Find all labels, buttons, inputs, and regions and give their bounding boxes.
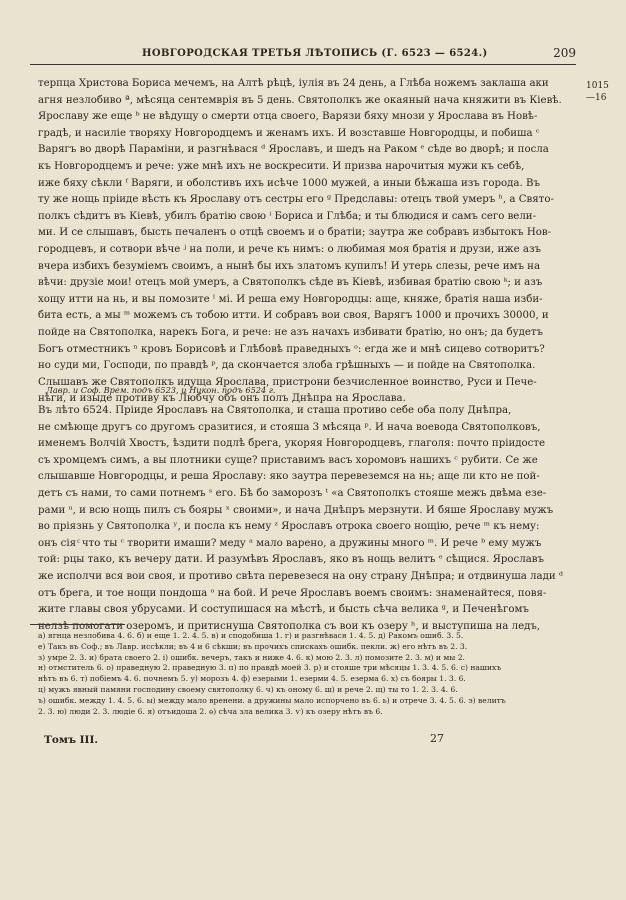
text-line: городцевъ, и сотвори вѣче ʲ на поли, и рече къ нимъ: о любимая моя братія и друзи, иже азъ (38, 243, 541, 255)
text-line: но суди ми, Господи, по правдѣ ᵖ, да скончается злоба грѣшныхъ — и пойде на Святополка. (38, 360, 536, 372)
text-line: слышавше Новгородцы, и реша Ярославу: яко заутра перевеземся на нь; аще ли кто не пой- (38, 471, 540, 483)
text-line: вѣчи: друзіе мои! отецъ мой умеръ, а Святополкъ сѣде въ Кіевѣ, избивая братію свою ᵏ; и азъ (38, 277, 543, 289)
text-line: онъ сія ͨ что ты ᶜ творити имаши? меду ᵃ мало варено, а дружины много ᵐ. И рече ᵇ ему мужъ (38, 537, 542, 549)
footnote-line: е) Такъ въ Соф.; въ Лавр. иссѣкли; въ 4 и 6 сѣкши; въ прочихъ спискахъ ошибк. пекли. ж) его нѣтъ въ 2. 3. (38, 641, 468, 651)
margin-ref-line: —16 (586, 93, 607, 103)
volume-signature: Томъ III. (44, 734, 99, 746)
text-line: вчера избихъ безуміемъ своимъ, а нынѣ бы ихъ златомъ купилъ! И утерь слезы, рече имъ на (38, 260, 541, 272)
footnote-line: з) умре 2. 3. и) брата своего 2. і) ошибк. вечеръ, такъ и ниже 4. 6. к) мою 2. 3. л) помозите 2. 3. м) и мы 2. (38, 652, 465, 662)
text-line: Варягъ во дворѣ Параміни, и разгнѣвася ᵈ Ярославъ, и шедъ на Раком ᵉ сѣде во дворѣ; и посла (38, 144, 549, 156)
text-line: детъ съ нами, то сами потнемъ ˢ его. Бѣ бо заморозъ ᵗ «а Святополкъ стояше межъ двѣма езе- (38, 487, 547, 499)
text-line: именемъ Волчій Хвостъ, ѣздити подлѣ брега, укоряя Новгородцевъ, глаголя: почто пріидосте (38, 438, 546, 450)
text-line: пойде на Святополка, нарекъ Бога, и рече: не азъ начахъ избивати братію, но онъ; да будетъ (38, 326, 544, 338)
margin-year-reference (586, 80, 622, 104)
footnote-line: 2. 3. ю) люди 2. 3. людіе 6. я) отъидоша 2. ѳ) сѣча зла велика 3. ѵ) къ озеру нѣтъ въ 6. (38, 706, 383, 716)
text-line: къ Новгородцемъ и рече: уже мнѣ ихъ не воскресити. И призва нарочитыя мужи къ себѣ, (38, 160, 525, 172)
text-line: Богъ отместникъ ⁿ кровъ Борисовѣ и Глѣбовѣ праведныхъ ᵒ: егда же и мнѣ сицево сотворитъ? (38, 343, 545, 355)
text-line: Слышавъ же Святополкъ идуща Ярослава, пристрони безчисленное воинство, Руси и Пече- (38, 376, 537, 388)
paragraph-2 (38, 403, 574, 635)
footnote-line: нѣтъ въ 6. т) побіемъ 4. 6. почнемъ 5. у) морозъ 4. ф) езерыми 1. езерми 4. 5. езерма 6. х) съ бояры 1. 3. 6. (38, 674, 466, 684)
running-title: НОВГОРОДСКАЯ ТРЕТЬЯ ЛѢТОПИСЬ (Г. 6523 — 6524.) (142, 48, 488, 59)
text-line: градѣ, и насиліе творяху Новгородцемъ и женамъ ихъ. И возставше Новгородцы, и побиша ᶜ (38, 127, 540, 139)
footnote-line: н) отмститель 6. о) праведную 2. праведную 3. п) по правдѣ моей 3. р) и стояше три мѣсяцы 1. 3. 4. 5. 6. с) нашихъ (38, 663, 502, 673)
text-line: рами ᵘ, и всю нощь пилъ съ бояры ˣ своими», и нача Днѣпръ мерзнути. И бяше Ярославу мужъ (38, 504, 554, 516)
text-line: полкъ сѣдитъ въ Кіевѣ, убилъ братію свою ⁱ Бориса и Глѣба; и ты блюдися и самъ сего вели- (38, 210, 537, 222)
page-number: 209 (553, 46, 576, 60)
text-line: Ярославу же еще ᵇ не вѣдущу о смерти отца своего, Варязи бяху мнози у Ярослава въ Новѣ- (38, 111, 538, 123)
text-line: съ хромцемъ симъ, а вы плотники суще? приставимъ васъ хоромовъ нашихъ ᶜ рубити. Се же (38, 454, 538, 466)
text-line: жите главы своя убрусами. И соступишася на мѣстѣ, и бысть сѣча велика ᵍ, и Печенѣгомъ (38, 604, 529, 616)
text-line: той: рцы тако, къ вечеру дати. И разумѣвъ Ярославъ, яко въ нощь велитъ ᵉ сѣщися. Ярославъ (38, 554, 545, 566)
text-line: ту же нощь пріиде вѣсть къ Ярославу отъ сестры его ᵍ Предславы: отецъ твой умеръ ʰ, а Свято- (38, 194, 554, 206)
footnote-rule (30, 624, 125, 625)
sheet-signature: 27 (430, 732, 444, 745)
paragraph-1 (38, 76, 574, 408)
text-line: Въ лѣто 6524. Пріиде Ярославъ на Святополка, и сташа противо себе оба полу Днѣпра, (38, 405, 512, 416)
text-line: нѣги, и изыде противу къ Любчу объ онъ полъ Днѣпра на Ярослава. (38, 393, 406, 405)
text-line: бита есть, а мы ᵐ можемъ съ тобою итти. И собравъ вои своя, Варягъ 1000 и прочихъ 30000, и (38, 310, 549, 322)
footnote-line: а) ягнца незлобива 4. 6. б) и еще 1. 2. 4. 5. в) и сподобиша 1. г) и разгнѣвася 1. 4. 5. д) Ракомъ ошиб. 3. 5. (38, 631, 464, 640)
text-line: нелзѣ помогати озеромъ, и притиснуша Святополка съ вои къ озеру ʰ, и выступиша на ледъ, (38, 620, 541, 632)
footnote-line: ъ) ошибк. между 1. 4. 5. 6. ы) между мало вренени. а дружины мало испорчено въ 6. ь) и отрече 3. 4. 5. 6. э) велитъ (38, 695, 506, 705)
footnote-line: ц) мужъ явный памяни господину своему святополку 6. ч) къ оному 6. ш) и рече 2. щ) ты то 1. 2. 3. 4. 6. (38, 684, 458, 694)
text-line: не смѣюще другъ со другомъ сразитися, и стояша 3 мѣсяца ᵖ. И нача воевода Святополковъ, (38, 421, 541, 433)
text-line: хощу итти на нь, и вы помозите ˡ мі. И реша ему Новгородцы: аще, княже, братія наша изби- (38, 293, 543, 305)
text-line: во пріязнь у Святополка ʸ, и посла къ нему ᶻ Ярославъ отрока своего нощію, рече ᵐ къ нему: (38, 521, 540, 533)
footnotes (38, 631, 598, 717)
text-line: отъ брега, и тое нощи пондоша ᵒ на бой. И рече Ярославъ воемъ своимъ: знаменайтеся, повя- (38, 587, 547, 599)
text-line: терпца Христова Бориса мечемъ, на Алтѣ рѣцѣ, іулія въ 24 день, а Глѣба ножемъ заклаша аки (38, 78, 549, 89)
margin-ref-line: 1015 (586, 81, 609, 91)
text-line: агня незлобиво ª, мѣсяца сентемврія въ 5 день. Святополкъ же окаяный нача княжити въ Кіевѣ. (38, 94, 562, 106)
text-line: ми. И се слышавъ, бысть печаленъ о отцѣ своемъ и о братіи; заутра же собравъ избытокъ Нов- (38, 227, 552, 239)
text-line: иже бяху сѣкли ᶠ Варяги, и оболстивъ ихъ исѣче 1000 мужей, а иныи бѣжаша изъ города. Въ (38, 177, 540, 189)
page-header (30, 48, 576, 65)
source-note: Лавр. и Соф. Врем. подъ 6523, и Никон. подъ 6524 г. (46, 385, 276, 395)
text-line: же исполчи вся вои своя, и противо свѣта перевезеся на ону страну Днѣпра; и отдвинуша лади ᵈ (38, 570, 563, 582)
